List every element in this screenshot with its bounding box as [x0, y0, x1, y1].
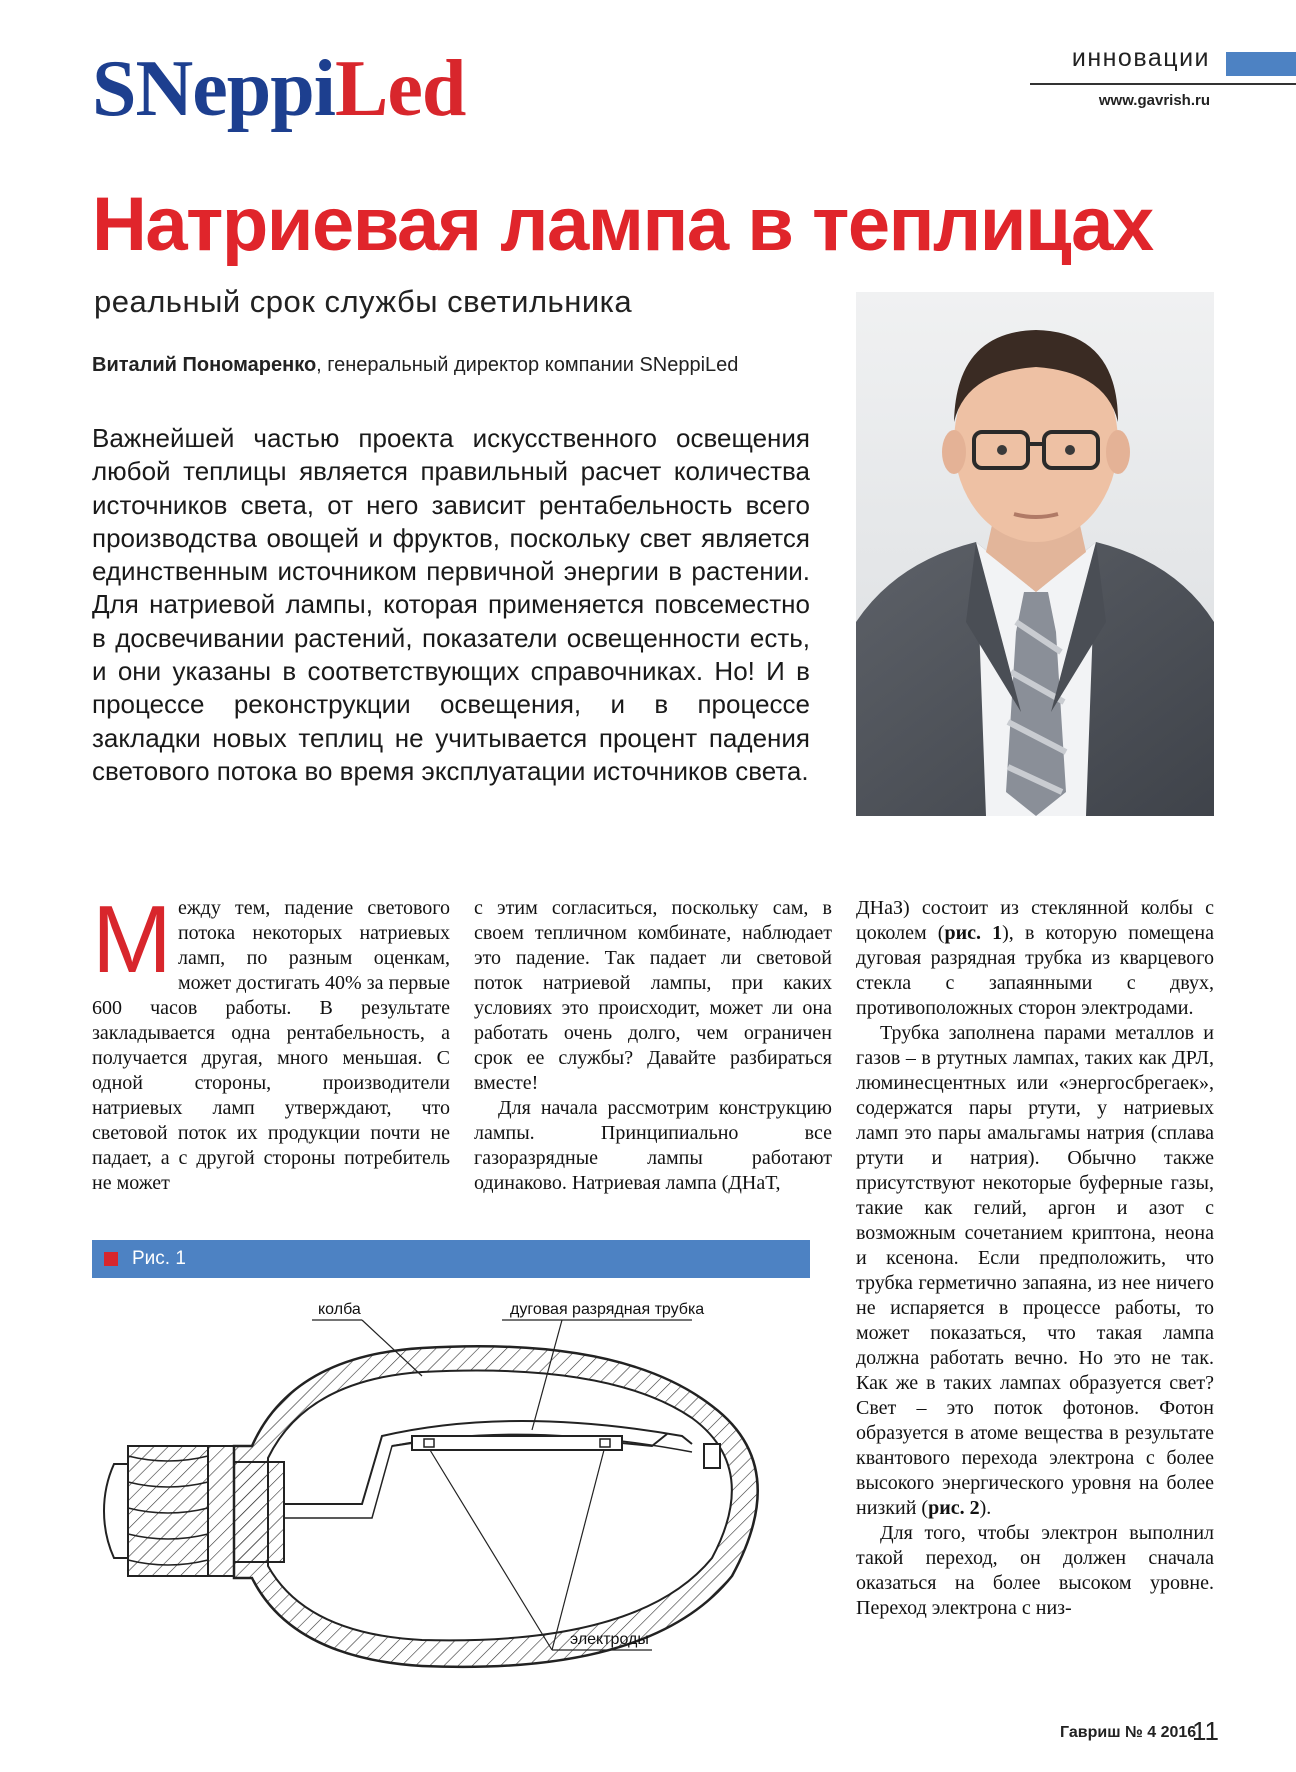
col3-paragraph-2 — [856, 1021, 1214, 1521]
site-url[interactable]: www.gavrish.ru — [1098, 92, 1210, 109]
lamp-diagram — [92, 1296, 810, 1706]
lamp-base — [104, 1446, 234, 1576]
issue-footer: Гавриш № 4 2016 — [1060, 1724, 1197, 1741]
logo-part-sneppi: SNeppi — [92, 45, 335, 133]
sneppiled-logo — [92, 44, 465, 134]
col3-p1-text-b: ), в которую помещена дуговая разрядная трубка из кварцевого стекла с запаянными с двух, противоположных сторон электродами. — [856, 922, 1214, 1019]
portrait-illustration — [856, 292, 1214, 816]
rubric-accent-bar — [1226, 52, 1296, 76]
figure-ref-1[interactable]: рис. 1 — [944, 922, 1003, 944]
callout-electrodes: электроды — [570, 1631, 649, 1648]
logo-part-led: Led — [334, 45, 466, 133]
body-column-3 — [856, 896, 1214, 1621]
col3-p1-text-a: ДНаЗ) состоит из стеклянной колбы с цоколем ( — [856, 897, 1214, 944]
rubric-divider — [1030, 83, 1296, 85]
col3-p2-text-a: Трубка заполнена парами металлов и газов – в ртутных лампах, таких как ДРЛ, люминесцентных или «энергосбрегаек», содержатся пары ртути, у натриевых ламп это пары амальгамы натрия (сплава ртути и натрия). Обычно также присутствуют некоторые буферные газы, такие как гелий, аргон и азот с возможным сочетанием криптона, неона и ксенона. Если предположить, что трубка герметично запаяна, из нее ничего не испаряется в процессе работы, то может показаться, что такая лампа должна работать вечно. Но это не так. Как же в таких лампах образуется свет? Свет – это поток фотонов. Фотон образуется в атоме вещества в результате квантового перехода электрона с более высокого энергического уровня на более низкий ( — [856, 1022, 1214, 1519]
figure-caption-bar — [92, 1240, 810, 1278]
author-photo — [856, 292, 1214, 816]
col2-paragraph-2: Для начала рассмотрим конструкцию лампы. Принципиально все газоразрядные лампы работают одинаково. Натриевая лампа (ДНаТ, — [474, 1097, 832, 1194]
page-number: 11 — [1192, 1716, 1219, 1746]
article-title: Натриевая лампа в теплицах — [92, 182, 1153, 267]
article-subtitle: реальный срок службы светильника — [94, 284, 633, 319]
byline — [92, 354, 738, 377]
author-role: , генеральный директор компании SNeppiLed — [316, 354, 739, 376]
callout-arc-tube: дуговая разрядная трубка — [510, 1301, 705, 1318]
figure-label: Рис. 1 — [132, 1248, 186, 1269]
col3-paragraph-3: Для того, чтобы электрон выполнил такой переход, он должен сначала оказаться на более высоком уровне. Переход электрона с низ- — [856, 1522, 1214, 1619]
col2-paragraph-1: с этим согласиться, поскольку сам, в своем тепличном комбинате, наблюдает это падение. Так падает ли световой поток натриевой лампы, при каких условиях это происходит, может ли она работать очень долго, чем ограничен срок ее службы? Давайте разбираться вместе! — [474, 897, 832, 1094]
figure-marker-square — [104, 1252, 118, 1266]
callout-bulb: колба — [318, 1301, 361, 1318]
author-name: Виталий Пономаренко — [92, 354, 317, 376]
section-rubric: инновации — [1071, 44, 1210, 72]
drop-cap: М — [92, 886, 172, 993]
col3-paragraph-1 — [856, 896, 1214, 1021]
col3-p2-text-b: ). — [979, 1497, 992, 1519]
col1-paragraph-1: ежду тем, падение светового потока некоторых натриевых ламп, по разным оценкам, может достигать 40% за первые 600 часов работы. В результате закладывается одна рентабельность, а получается другая, много меньшая. С одной стороны, производители натриевых ламп утверждают, что световой поток их продукции почти не падает, а с другой стороны потребитель не может — [92, 897, 450, 1194]
lead-paragraph: Важнейшей частью проекта искусственного освещения любой теплицы является правильный расчет количества источников света, от него зависит рентабельность всего производства овощей и фруктов, поскольку свет является единственным источником первичной энергии в растении. Для натриевой лампы, которая применяется повсеместно в досвечивании растений, показатели освещенности есть, и они указаны в соответствующих справочниках. Но! И в процессе реконструкции освещения, и в процессе закладки новых теплиц не учитывается процент падения светового потока во время эксплуатации источников света. — [92, 423, 810, 786]
lamp-drawing — [92, 1296, 810, 1706]
body-column-2 — [474, 896, 832, 1196]
body-column-1 — [92, 886, 450, 1196]
lamp-bulb — [234, 1346, 758, 1667]
figure-ref-2[interactable]: рис. 2 — [928, 1497, 980, 1519]
